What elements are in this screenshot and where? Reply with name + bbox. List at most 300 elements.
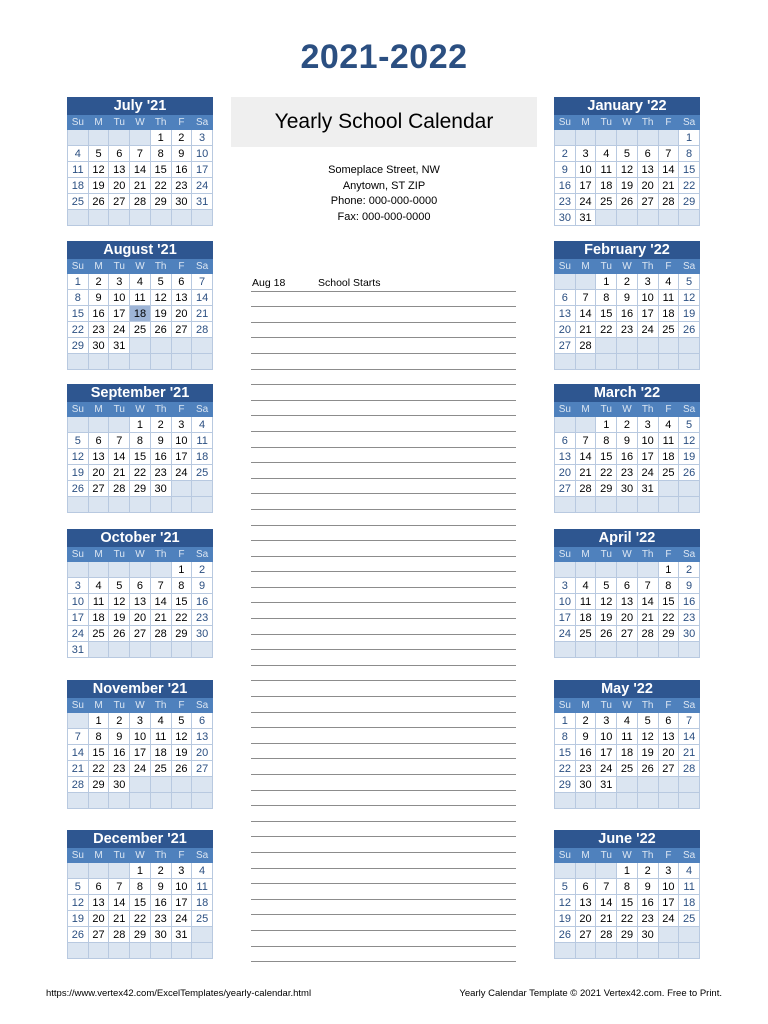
- day-cell: 26: [617, 194, 638, 210]
- day-cell: 1: [679, 130, 700, 146]
- day-cell: 25: [68, 194, 89, 210]
- day-cell: 5: [679, 274, 700, 290]
- day-cell: 16: [617, 449, 638, 465]
- empty-day-cell: [150, 562, 171, 578]
- day-cell: 16: [109, 745, 130, 761]
- day-cell: 14: [192, 290, 213, 306]
- empty-day-cell: [150, 497, 171, 513]
- empty-day-cell: [617, 943, 638, 959]
- day-cell: 29: [130, 927, 151, 943]
- day-cell: 4: [192, 417, 213, 433]
- day-cell: 11: [192, 879, 213, 895]
- day-cell: 27: [637, 194, 658, 210]
- day-cell: 27: [555, 338, 576, 354]
- day-cell: 10: [192, 146, 213, 162]
- empty-day-cell: [679, 927, 700, 943]
- day-cell: 26: [68, 481, 89, 497]
- day-cell: 10: [109, 290, 130, 306]
- day-cell: 25: [596, 194, 617, 210]
- day-cell: 20: [109, 178, 130, 194]
- day-of-week-header: Th: [637, 260, 658, 274]
- day-cell: 26: [679, 322, 700, 338]
- day-cell: 2: [679, 562, 700, 578]
- day-of-week-header: Su: [555, 260, 576, 274]
- day-cell: 17: [575, 178, 596, 194]
- day-of-week-header: F: [658, 260, 679, 274]
- empty-day-cell: [88, 642, 109, 658]
- day-cell: 31: [575, 210, 596, 226]
- day-of-week-header: Tu: [109, 403, 130, 417]
- day-cell: 4: [88, 578, 109, 594]
- day-cell: 12: [109, 594, 130, 610]
- empty-day-cell: [192, 943, 213, 959]
- empty-day-cell: [596, 338, 617, 354]
- event-line: [251, 510, 516, 526]
- day-of-week-header: Th: [150, 403, 171, 417]
- day-of-week-header: Sa: [679, 548, 700, 562]
- day-cell: 9: [192, 578, 213, 594]
- day-cell: 9: [109, 729, 130, 745]
- day-cell: 2: [192, 562, 213, 578]
- empty-day-cell: [88, 562, 109, 578]
- day-cell: 28: [658, 194, 679, 210]
- event-description: School Starts: [318, 277, 381, 289]
- day-cell: 17: [596, 745, 617, 761]
- empty-day-cell: [637, 130, 658, 146]
- empty-day-cell: [679, 777, 700, 793]
- day-cell: 14: [637, 594, 658, 610]
- day-of-week-header: Tu: [596, 548, 617, 562]
- day-cell: 21: [109, 911, 130, 927]
- event-line: [251, 791, 516, 807]
- month-calendar: [554, 680, 700, 809]
- day-cell: 28: [679, 761, 700, 777]
- day-cell: 11: [88, 594, 109, 610]
- day-cell: 7: [596, 879, 617, 895]
- day-cell: 24: [596, 761, 617, 777]
- day-cell: 7: [192, 274, 213, 290]
- month-grid: [554, 115, 700, 226]
- event-line: [251, 463, 516, 479]
- empty-day-cell: [658, 943, 679, 959]
- day-cell: 18: [617, 745, 638, 761]
- event-line: [251, 572, 516, 588]
- day-cell: 13: [88, 895, 109, 911]
- day-cell: 16: [575, 745, 596, 761]
- day-cell: 11: [596, 162, 617, 178]
- event-line: [251, 775, 516, 791]
- day-cell: 7: [109, 879, 130, 895]
- day-cell: 22: [150, 178, 171, 194]
- day-cell: 4: [192, 863, 213, 879]
- month-grid: [67, 698, 213, 809]
- day-cell: 2: [150, 863, 171, 879]
- day-cell: 16: [88, 306, 109, 322]
- empty-day-cell: [150, 943, 171, 959]
- event-line: [251, 900, 516, 916]
- empty-day-cell: [637, 943, 658, 959]
- empty-day-cell: [192, 338, 213, 354]
- day-cell: 22: [130, 465, 151, 481]
- day-cell: 6: [88, 879, 109, 895]
- day-cell: 3: [637, 417, 658, 433]
- month-calendar: [67, 97, 213, 226]
- day-cell: 22: [171, 610, 192, 626]
- day-cell: 27: [192, 761, 213, 777]
- empty-day-cell: [555, 274, 576, 290]
- empty-day-cell: [679, 497, 700, 513]
- empty-day-cell: [192, 354, 213, 370]
- empty-day-cell: [109, 793, 130, 809]
- day-cell: 21: [637, 610, 658, 626]
- day-cell: 17: [130, 745, 151, 761]
- footer-url[interactable]: https://www.vertex42.com/ExcelTemplates/yearly-calendar.html: [46, 988, 312, 999]
- day-cell: 22: [130, 911, 151, 927]
- day-cell: 20: [555, 322, 576, 338]
- day-cell: 19: [596, 610, 617, 626]
- day-of-week-header: Sa: [192, 548, 213, 562]
- day-of-week-header: W: [130, 849, 151, 863]
- event-line: [251, 744, 516, 760]
- event-line: [251, 370, 516, 386]
- day-of-week-header: W: [130, 260, 151, 274]
- day-cell: 5: [88, 146, 109, 162]
- day-cell: 3: [171, 863, 192, 879]
- empty-day-cell: [575, 130, 596, 146]
- footer-copyright: Yearly Calendar Template © 2021 Vertex42.com. Free to Print.: [459, 988, 722, 999]
- day-cell: 8: [596, 433, 617, 449]
- day-cell: 6: [555, 290, 576, 306]
- day-cell: 28: [637, 626, 658, 642]
- day-cell: 8: [679, 146, 700, 162]
- day-of-week-header: Tu: [109, 548, 130, 562]
- month-grid: [554, 698, 700, 809]
- address-city: Anytown, ST ZIP: [342, 179, 426, 192]
- empty-day-cell: [88, 354, 109, 370]
- day-of-week-header: Th: [150, 260, 171, 274]
- day-cell: 16: [617, 306, 638, 322]
- empty-day-cell: [555, 130, 576, 146]
- event-line: [251, 354, 516, 370]
- day-cell: 28: [192, 322, 213, 338]
- day-cell: 18: [596, 178, 617, 194]
- day-cell: 21: [130, 178, 151, 194]
- day-cell: 9: [617, 433, 638, 449]
- month-calendar: [554, 384, 700, 513]
- day-cell: 18: [679, 895, 700, 911]
- empty-day-cell: [130, 777, 151, 793]
- day-cell: 11: [575, 594, 596, 610]
- empty-day-cell: [88, 793, 109, 809]
- empty-day-cell: [637, 338, 658, 354]
- day-cell: 18: [88, 610, 109, 626]
- day-cell: 29: [658, 626, 679, 642]
- day-of-week-header: Th: [637, 699, 658, 713]
- day-cell: 5: [109, 578, 130, 594]
- day-cell: 17: [637, 306, 658, 322]
- day-cell: 7: [150, 578, 171, 594]
- day-cell: 21: [575, 465, 596, 481]
- event-line: [251, 713, 516, 729]
- day-cell: 10: [637, 290, 658, 306]
- day-cell: 24: [575, 194, 596, 210]
- day-cell: 23: [171, 178, 192, 194]
- day-cell: 8: [555, 729, 576, 745]
- month-title: September '21: [67, 384, 213, 402]
- month-title: August '21: [67, 241, 213, 259]
- day-cell: 21: [109, 465, 130, 481]
- day-cell: 14: [109, 895, 130, 911]
- day-cell: 17: [68, 610, 89, 626]
- address-phone: Phone: 000-000-0000: [330, 195, 438, 207]
- day-of-week-header: Tu: [109, 849, 130, 863]
- empty-day-cell: [68, 943, 89, 959]
- day-cell: 30: [679, 626, 700, 642]
- day-cell: 28: [575, 338, 596, 354]
- day-cell: 15: [130, 895, 151, 911]
- empty-day-cell: [679, 210, 700, 226]
- month-title: May '22: [554, 680, 700, 698]
- empty-day-cell: [658, 793, 679, 809]
- day-cell: 15: [150, 162, 171, 178]
- day-cell: 12: [596, 594, 617, 610]
- day-cell: 24: [68, 626, 89, 642]
- day-cell: 6: [575, 879, 596, 895]
- day-cell: 25: [192, 911, 213, 927]
- day-cell: 24: [192, 178, 213, 194]
- day-cell: 2: [555, 146, 576, 162]
- day-cell: 19: [88, 178, 109, 194]
- day-cell: 6: [637, 146, 658, 162]
- day-cell: 14: [150, 594, 171, 610]
- empty-day-cell: [68, 713, 89, 729]
- empty-day-cell: [617, 793, 638, 809]
- month-calendar: [67, 384, 213, 513]
- day-cell: 7: [575, 433, 596, 449]
- day-cell: 25: [679, 911, 700, 927]
- day-cell: 17: [658, 895, 679, 911]
- day-cell: 3: [658, 863, 679, 879]
- day-cell: 19: [68, 911, 89, 927]
- day-cell: 30: [575, 777, 596, 793]
- empty-day-cell: [555, 417, 576, 433]
- day-cell: 19: [617, 178, 638, 194]
- day-cell: 31: [192, 194, 213, 210]
- day-cell: 27: [130, 626, 151, 642]
- day-of-week-header: Su: [68, 403, 89, 417]
- day-cell: 4: [68, 146, 89, 162]
- day-cell: 27: [575, 927, 596, 943]
- day-cell: 6: [192, 713, 213, 729]
- day-of-week-header: Th: [637, 403, 658, 417]
- empty-day-cell: [617, 562, 638, 578]
- day-cell: 14: [658, 162, 679, 178]
- day-cell: 8: [130, 433, 151, 449]
- empty-day-cell: [171, 642, 192, 658]
- empty-day-cell: [109, 210, 130, 226]
- empty-day-cell: [575, 354, 596, 370]
- empty-day-cell: [596, 562, 617, 578]
- day-cell: 23: [192, 610, 213, 626]
- day-cell: 11: [658, 433, 679, 449]
- day-cell: 9: [617, 290, 638, 306]
- day-cell: 4: [617, 713, 638, 729]
- day-cell: 25: [658, 465, 679, 481]
- event-line: [251, 822, 516, 838]
- day-of-week-header: M: [88, 116, 109, 130]
- day-cell: 4: [658, 274, 679, 290]
- empty-day-cell: [109, 497, 130, 513]
- day-cell: 19: [555, 911, 576, 927]
- day-cell: 2: [617, 417, 638, 433]
- day-of-week-header: M: [575, 849, 596, 863]
- empty-day-cell: [68, 562, 89, 578]
- day-of-week-header: Sa: [192, 699, 213, 713]
- day-cell: 29: [150, 194, 171, 210]
- event-line: [251, 494, 516, 510]
- month-calendar: [554, 529, 700, 658]
- month-calendar: [67, 529, 213, 658]
- day-cell: 20: [555, 465, 576, 481]
- day-cell: 23: [150, 911, 171, 927]
- empty-day-cell: [596, 943, 617, 959]
- day-of-week-header: M: [575, 548, 596, 562]
- day-cell: 12: [150, 290, 171, 306]
- month-title: January '22: [554, 97, 700, 115]
- day-cell: 20: [130, 610, 151, 626]
- day-cell: 9: [171, 146, 192, 162]
- day-cell: 14: [596, 895, 617, 911]
- day-cell: 12: [68, 895, 89, 911]
- day-cell: 8: [658, 578, 679, 594]
- day-of-week-header: Sa: [192, 849, 213, 863]
- empty-day-cell: [192, 777, 213, 793]
- event-line: [251, 307, 516, 323]
- day-of-week-header: Th: [637, 548, 658, 562]
- day-cell: 12: [679, 290, 700, 306]
- day-cell: 15: [68, 306, 89, 322]
- event-line: [251, 588, 516, 604]
- empty-day-cell: [109, 642, 130, 658]
- empty-day-cell: [88, 130, 109, 146]
- day-cell: 13: [575, 895, 596, 911]
- event-line: [251, 728, 516, 744]
- empty-day-cell: [68, 354, 89, 370]
- month-title: November '21: [67, 680, 213, 698]
- day-cell: 3: [130, 713, 151, 729]
- day-cell: 1: [130, 417, 151, 433]
- day-cell: 9: [575, 729, 596, 745]
- day-cell: 30: [192, 626, 213, 642]
- day-cell: 15: [88, 745, 109, 761]
- day-of-week-header: Th: [150, 699, 171, 713]
- event-line: [251, 557, 516, 573]
- day-cell: 21: [68, 761, 89, 777]
- day-cell: 22: [596, 465, 617, 481]
- day-cell: 26: [88, 194, 109, 210]
- day-cell: 31: [171, 927, 192, 943]
- day-cell: 2: [171, 130, 192, 146]
- day-of-week-header: Su: [555, 116, 576, 130]
- day-cell: 29: [88, 777, 109, 793]
- empty-day-cell: [171, 777, 192, 793]
- empty-day-cell: [679, 642, 700, 658]
- day-cell: 23: [617, 322, 638, 338]
- empty-day-cell: [617, 338, 638, 354]
- day-cell: 13: [130, 594, 151, 610]
- day-of-week-header: Sa: [192, 403, 213, 417]
- day-cell: 30: [171, 194, 192, 210]
- month-grid: [67, 547, 213, 658]
- day-cell: 26: [596, 626, 617, 642]
- empty-day-cell: [68, 793, 89, 809]
- empty-day-cell: [658, 642, 679, 658]
- empty-day-cell: [150, 210, 171, 226]
- day-cell: 29: [596, 481, 617, 497]
- day-of-week-header: Tu: [109, 116, 130, 130]
- month-grid: [67, 848, 213, 959]
- empty-day-cell: [130, 338, 151, 354]
- empty-day-cell: [575, 793, 596, 809]
- address-fax: Fax: 000-000-0000: [337, 210, 431, 223]
- day-cell: 29: [679, 194, 700, 210]
- empty-day-cell: [109, 863, 130, 879]
- day-cell: 25: [617, 761, 638, 777]
- event-line: [251, 759, 516, 775]
- day-cell: 20: [575, 911, 596, 927]
- empty-day-cell: [658, 338, 679, 354]
- day-cell: 31: [68, 642, 89, 658]
- day-cell: 4: [596, 146, 617, 162]
- empty-day-cell: [68, 497, 89, 513]
- empty-day-cell: [88, 210, 109, 226]
- day-cell: 16: [171, 162, 192, 178]
- day-cell: 1: [596, 417, 617, 433]
- event-line: [251, 385, 516, 401]
- day-cell: 7: [109, 433, 130, 449]
- empty-day-cell: [617, 130, 638, 146]
- day-of-week-header: Th: [150, 548, 171, 562]
- day-cell: 12: [637, 729, 658, 745]
- day-of-week-header: Tu: [596, 699, 617, 713]
- event-line: [251, 806, 516, 822]
- day-of-week-header: W: [617, 116, 638, 130]
- event-line: [251, 931, 516, 947]
- day-cell: 15: [130, 449, 151, 465]
- day-cell: 26: [555, 927, 576, 943]
- day-cell: 5: [150, 274, 171, 290]
- day-cell: 6: [617, 578, 638, 594]
- day-cell: 10: [596, 729, 617, 745]
- day-cell: 14: [68, 745, 89, 761]
- empty-day-cell: [658, 481, 679, 497]
- day-cell: 19: [171, 745, 192, 761]
- empty-day-cell: [617, 354, 638, 370]
- month-calendar: [67, 830, 213, 959]
- day-cell: 28: [150, 626, 171, 642]
- day-cell: 9: [637, 879, 658, 895]
- day-cell: 18: [150, 745, 171, 761]
- day-cell: 5: [596, 578, 617, 594]
- empty-day-cell: [171, 943, 192, 959]
- address-block: [231, 163, 537, 225]
- empty-day-cell: [575, 642, 596, 658]
- day-cell: 4: [679, 863, 700, 879]
- empty-day-cell: [88, 863, 109, 879]
- day-cell: 21: [658, 178, 679, 194]
- day-of-week-header: Su: [68, 116, 89, 130]
- day-cell: 26: [109, 626, 130, 642]
